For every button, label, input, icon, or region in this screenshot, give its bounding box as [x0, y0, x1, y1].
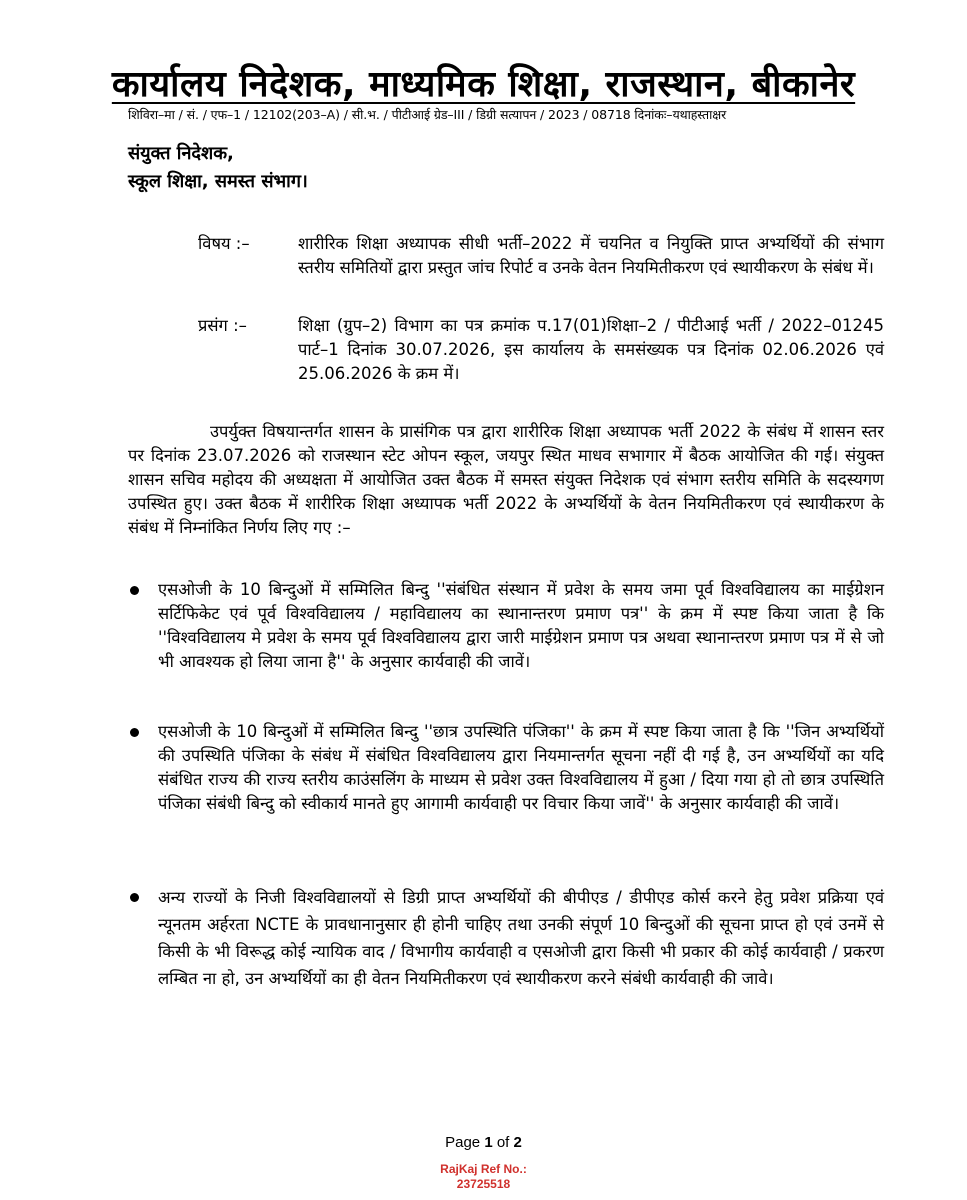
- subject-block: [198, 232, 884, 280]
- page-number: Page 1 of 2: [445, 1134, 522, 1151]
- rajkaj-reference: [0, 1162, 967, 1192]
- subject-text: शारीरिक शिक्षा अध्यापक सीधी भर्ती–2022 में चयनित व नियुक्ति प्राप्त अभ्यर्थियों की संभाग स्तरीय समितियों द्वारा प्रस्तुत जांच रिपोर्ट व उनके वेतन नियमितीकरण एवं स्थायीकरण के संबंध में।: [298, 234, 884, 277]
- body-paragraph: उपर्युक्त विषयान्तर्गत शासन के प्रासंगिक पत्र द्वारा शारीरिक शिक्षा अध्यापक भर्ती 2022 के संबंध में शासन स्तर पर दिनांक 23.07.2026 को राजस्थान स्टेट ओपन स्कूल, जयपुर स्थित माधव सभागार में बैठक आयोजित की गई। संयुक्त शासन सचिव महोदय की अध्यक्षता में आयोजित उक्त बैठक में समस्त संयुक्त निदेशक एवं संभाग स्तरीय समिति के सदस्यगण उपस्थित हुए। उक्त बैठक में शारीरिक शिक्षा अध्यापक भर्ती 2022 के अभ्यर्थियों के वेतन नियमितीकरण एवं स्थायीकरण के संबंध में निम्नांकित निर्णय लिए गए :–: [128, 422, 884, 537]
- addressee-line-1: संयुक्त निदेशक,: [128, 143, 234, 164]
- reference-text: शिक्षा (ग्रुप–2) विभाग का पत्र क्रमांक प.17(01)शिक्षा–2 / पीटीआई भर्ती / 2022–01245 पार्ट–1 दिनांक 30.07.2026, इस कार्यालय के समसंख्यक पत्र दिनांक 02.06.2026 एवं 25.06.2026 के क्रम में।: [298, 316, 884, 383]
- reference-number-line: शिविरा–मा / सं. / एफ–1 / 12102(203–A) / सी.भ. / पीटीआई ग्रेड–III / डिग्री सत्यापन / 2023 / 08718 दिनांकः–यथाहस्ताक्षर: [128, 107, 727, 122]
- decision-list-item: [128, 884, 884, 992]
- reference-label: प्रसंग :–: [198, 316, 247, 335]
- addressee-block: [128, 140, 308, 196]
- reference-block: [198, 314, 884, 386]
- subject-label: विषय :–: [198, 234, 250, 253]
- rajkaj-label: RajKaj Ref No.:: [440, 1162, 527, 1176]
- bullet-icon: [130, 893, 139, 902]
- rajkaj-number: 23725518: [456, 1177, 511, 1191]
- bullet-icon: [130, 586, 139, 595]
- bullet-icon: [130, 728, 139, 737]
- addressee-line-2: स्कूल शिक्षा, समस्त संभाग।: [128, 171, 308, 192]
- decision-text: एसओजी के 10 बिन्दुओं में सम्मिलित बिन्दु ''छात्र उपस्थिति पंजिका'' के क्रम में स्पष्ट किया जाता है कि ''जिन अभ्यर्थियों की उपस्थिति पंजिका के संबंध में संबंधित विश्वविद्यालय द्वारा नियमान्तर्गत सूचना नहीं दी गई है, उन अभ्यर्थियों का यदि संबंधित राज्य की राज्य स्तरीय काउंसलिंग के माध्यम से प्रवेश उक्त विश्वविद्यालय में हुआ / दिया गया हो तो छात्र उपस्थिति पंजिका संबंधी बिन्दु को स्वीकार्य मानते हुए आगामी कार्यवाही पर विचार किया जावें'' के अनुसार कार्यवाही की जावें।: [158, 722, 884, 813]
- decision-text: अन्य राज्यों के निजी विश्वविद्यालयों से डिग्री प्राप्त अभ्यर्थियों की बीपीएड / डीपीएड कोर्स करने हेतु प्रवेश प्रक्रिया एवं न्यूनतम अर्हरता NCTE के प्रावधानानुसार ही होनी चाहिए तथा उनकी संपूर्ण 10 बिन्दुओं की सूचना प्राप्त हो एवं उनमें से किसी के भी विरूद्ध कोई न्यायिक वाद / विभागीय कार्यवाही व एसओजी द्वारा किसी भी प्रकार की कोई कार्यवाही / प्रकरण लम्बित ना हो, उन अभ्यर्थियों का ही वेतन नियमितीकरण एवं स्थायीकरण करने संबंधी कार्यवाही की जावे।: [158, 888, 884, 988]
- office-title: कार्यालय निदेशक, माध्यमिक शिक्षा, राजस्थान, बीकानेर: [111, 64, 856, 105]
- decision-list-item: [128, 578, 884, 674]
- decision-list-item: [128, 720, 884, 816]
- decision-text: एसओजी के 10 बिन्दुओं में सम्मिलित बिन्दु ''संबंधित संस्थान में प्रवेश के समय जमा पूर्व विश्वविद्यालय का माईग्रेशन सर्टिफिकेट एवं पूर्व विश्वविद्यालय / महाविद्यालय का स्थानान्तरण प्रमाण पत्र'' के क्रम में स्पष्ट किया जाता है कि ''विश्वविद्यालय मे प्रवेश के समय पूर्व विश्वविद्यालय द्वारा जारी माईग्रेशन प्रमाण पत्र अथवा स्थानान्तरण प्रमाण पत्र में से जो भी आवश्यक हो लिया जाना है'' के अनुसार कार्यवाही की जावें।: [158, 580, 884, 671]
